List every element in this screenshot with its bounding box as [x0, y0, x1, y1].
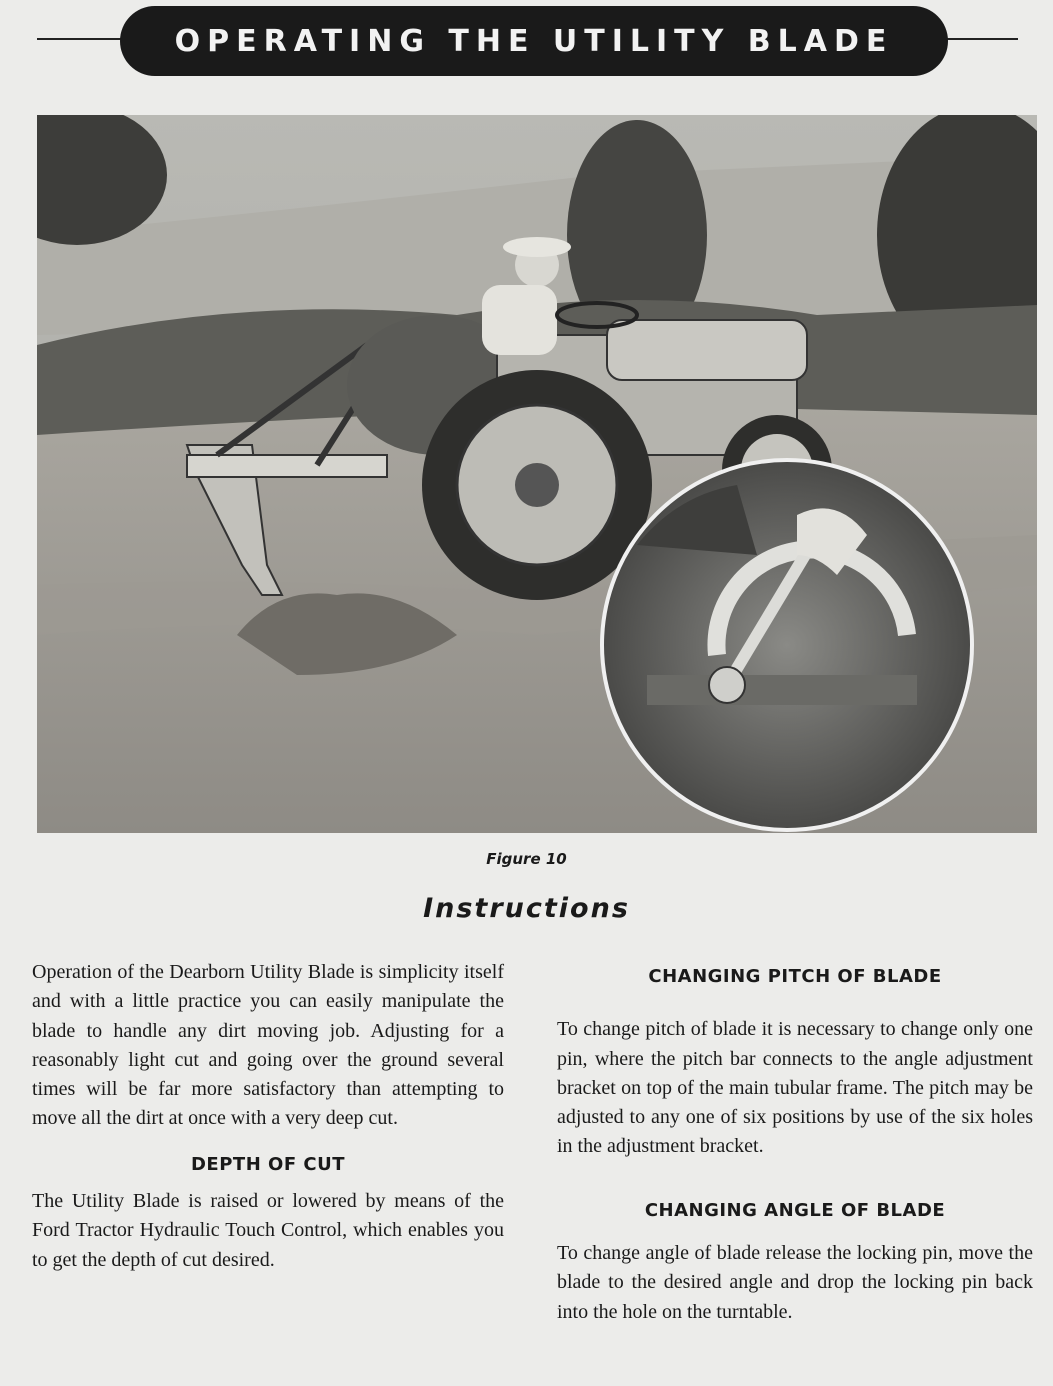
instructions-heading: Instructions [423, 893, 630, 924]
intro-paragraph: Operation of the Dearborn Utility Blade is simplicity itself and with a little practice you can easily manipulate the blade to handle any dirt moving job. Adjusting for a reasonably light cut and going over the ground several times will be far more satisfactory than attempting to move all the dirt at once with a very deep cut. [32, 961, 504, 1130]
tractor-photo [37, 115, 1037, 833]
header-rule-left [37, 38, 127, 40]
header-rule-right [940, 38, 1018, 40]
title-banner [120, 6, 948, 76]
angle-paragraph: To change angle of blade release the locking pin, move the blade to the desired angle and drop the locking pin back into the hole on the turntable. [557, 1242, 1033, 1323]
right-column [557, 962, 1033, 1327]
left-column [32, 958, 504, 1275]
depth-of-cut-heading: DEPTH OF CUT [190, 1153, 345, 1175]
angle-heading: CHANGING ANGLE OF BLADE [644, 1199, 946, 1221]
pitch-paragraph: To change pitch of blade it is necessary to change only one pin, where the pitch bar connects to the angle adjustment bracket on top of the main tubular frame. The pitch may be adjusted to any one of six positions by use of the six holes in the adjustment bracket. [557, 1018, 1033, 1158]
page-title: OPERATING THE UTILITY BLADE [174, 23, 894, 59]
depth-of-cut-paragraph: The Utility Blade is raised or lowered by means of the Ford Tractor Hydraulic Touch Control, which enables you to get the depth of cut desired. [32, 1190, 504, 1271]
pitch-heading: CHANGING PITCH OF BLADE [648, 966, 942, 987]
figure-caption: Figure 10 [486, 850, 567, 868]
tractor-illustration [37, 115, 1037, 833]
